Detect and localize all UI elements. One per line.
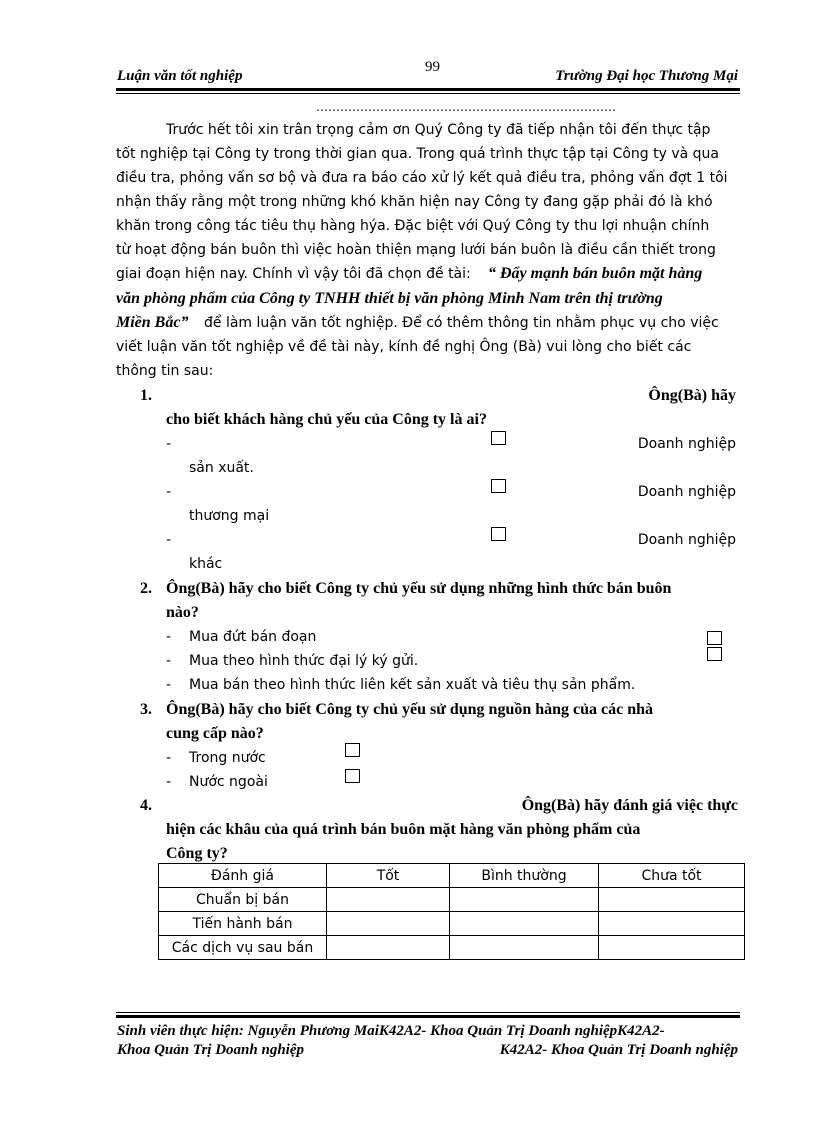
footer-rule — [116, 1015, 740, 1018]
q3-number: 3. — [140, 701, 152, 718]
table-row-label: Chuẩn bị bán — [159, 888, 327, 912]
q1-option-3-checkbox[interactable] — [491, 527, 506, 541]
intro-line-3: điều tra, phỏng vấn sơ bộ và đưa ra báo cáo xử lý kết quả điều tra, phỏng vấn đợt 1 tôi — [116, 170, 728, 186]
q2-option-2-checkbox[interactable] — [707, 647, 722, 661]
q4-number: 4. — [140, 797, 152, 814]
table-cell[interactable] — [599, 888, 745, 912]
q1-option-1-label: Doanh nghiệp — [637, 436, 736, 452]
q2-option-2-dash: - — [166, 653, 172, 669]
table-row-label: Các dịch vụ sau bán — [159, 936, 327, 960]
dotted-line: ………………………………………………………………… — [316, 100, 616, 114]
header-rule-thin — [116, 93, 740, 94]
table-row-label: Tiến hành bán — [159, 912, 327, 936]
footer-line-2-left: Khoa Quản Trị Doanh nghiệp — [117, 1042, 305, 1058]
header-left-title: Luận văn tốt nghiệp — [117, 68, 243, 84]
table-header-cell: Tốt — [327, 864, 450, 888]
intro-line-10: viết luận văn tốt nghiệp về đề tài này, kính đề nghị Ông (Bà) vui lòng cho biết các — [116, 339, 692, 355]
q2-option-3-label: Mua bán theo hình thức liên kết sản xuất và tiêu thụ sản phẩm. — [189, 677, 636, 693]
table-cell[interactable] — [450, 912, 599, 936]
intro-line-4: nhận thấy rằng một trong những khó khăn hiện nay Công ty đang gặp phải đó là khó — [116, 194, 713, 210]
table-row — [159, 912, 745, 936]
q1-option-3-label: Doanh nghiệp — [637, 532, 736, 548]
intro-line-2: tốt nghiệp tại Công ty trong thời gian qua. Trong quá trình thực tập tại Công ty và qua — [116, 146, 720, 162]
q1-option-3-cont: khác — [189, 556, 223, 572]
q1-option-2-cont: thương mại — [189, 508, 270, 524]
topic-title-part3: Miền Bắc” — [116, 314, 189, 331]
q2-text-line1: Ông(Bà) hãy cho biết Công ty chủ yếu sử dụng những hình thức bán buôn — [166, 580, 672, 597]
q1-text-right: Ông(Bà) hãy — [648, 387, 736, 404]
intro-line-5: khăn trong công tác tiêu thụ hàng hýa. Đặc biệt với Quý Công ty thu lợi nhuận chính — [116, 218, 710, 234]
table-cell[interactable] — [450, 888, 599, 912]
q1-option-3-dash: - — [166, 532, 172, 548]
q4-text-line3: Công ty? — [166, 845, 228, 862]
table-cell[interactable] — [327, 912, 450, 936]
table-header-cell: Đánh giá — [159, 864, 327, 888]
q1-option-1-cont: sản xuất. — [189, 460, 254, 476]
table-cell[interactable] — [450, 936, 599, 960]
q3-option-1-checkbox[interactable] — [345, 743, 360, 757]
topic-title-line2: văn phòng phẩm của Công ty TNHH thiết bị văn phòng Minh Nam trên thị trường — [116, 290, 663, 307]
footer-line-2-right: K42A2- Khoa Quản Trị Doanh nghiệp — [499, 1042, 738, 1058]
topic-title-part1: “ Đẩy mạnh bán buôn mặt hàng — [488, 265, 703, 282]
q1-option-1-dash: - — [166, 436, 172, 452]
header-right-title: Trường Đại học Thương Mại — [555, 68, 738, 84]
intro-after-topic: để làm luận văn tốt nghiệp. Để có thêm thông tin nhằm phục vụ cho việc — [204, 315, 719, 331]
q3-option-1-label: Trong nước — [189, 750, 266, 766]
q3-text-line2: cung cấp nào? — [166, 725, 264, 742]
table-row — [159, 936, 745, 960]
q1-option-1-checkbox[interactable] — [491, 431, 506, 445]
page-number: 99 — [425, 59, 440, 75]
table-header-cell: Bình thường — [450, 864, 599, 888]
footer-rule-thin — [116, 1012, 740, 1013]
table-cell[interactable] — [599, 936, 745, 960]
q1-option-2-checkbox[interactable] — [491, 479, 506, 493]
table-cell[interactable] — [327, 888, 450, 912]
intro-line-6: từ hoạt động bán buôn thì việc hoàn thiện mạng lưới bán buôn là điều cần thiết trong — [116, 242, 716, 258]
intro-line-1: Trước hết tôi xin trân trọng cảm ơn Quý Công ty đã tiếp nhận tôi đến thực tập — [166, 122, 711, 138]
q1-text-line2: cho biết khách hàng chủ yếu của Công ty là ai? — [166, 411, 487, 428]
q1-option-2-label: Doanh nghiệp — [637, 484, 736, 500]
q1-number: 1. — [140, 387, 152, 404]
table-header-cell: Chưa tốt — [599, 864, 745, 888]
intro-line-7: giai đoạn hiện nay. Chính vì vậy tôi đã chọn đề tài: — [116, 266, 471, 282]
q3-option-2-dash: - — [166, 774, 172, 790]
q4-text-line2: hiện các khâu của quá trình bán buôn mặt hàng văn phòng phẩm của — [166, 821, 641, 838]
evaluation-table — [158, 863, 745, 960]
table-cell[interactable] — [599, 912, 745, 936]
intro-line-11: thông tin sau: — [116, 363, 214, 379]
q2-option-3-dash: - — [166, 677, 172, 693]
q3-option-2-label: Nước ngoài — [189, 774, 268, 790]
q2-option-1-checkbox[interactable] — [707, 631, 722, 645]
q1-option-2-dash: - — [166, 484, 172, 500]
header-rule — [116, 88, 740, 91]
footer-line-1: Sinh viên thực hiện: Nguyễn Phương MaiK42A2- Khoa Quản Trị Doanh nghiệpK42A2- — [117, 1023, 665, 1039]
table-row — [159, 888, 745, 912]
q3-text-line1: Ông(Bà) hãy cho biết Công ty chủ yếu sử dụng nguồn hàng của các nhà — [166, 701, 654, 718]
q4-text-right: Ông(Bà) hãy đánh giá việc thực — [521, 797, 738, 814]
table-cell[interactable] — [327, 936, 450, 960]
q2-option-1-label: Mua đứt bán đoạn — [189, 629, 317, 645]
q3-option-1-dash: - — [166, 750, 172, 766]
q2-text-line2: nào? — [166, 604, 199, 621]
q2-option-2-label: Mua theo hình thức đại lý ký gửi. — [189, 653, 419, 669]
q2-number: 2. — [140, 580, 152, 597]
table-header-row — [159, 864, 745, 888]
q3-option-2-checkbox[interactable] — [345, 769, 360, 783]
q2-option-1-dash: - — [166, 629, 172, 645]
